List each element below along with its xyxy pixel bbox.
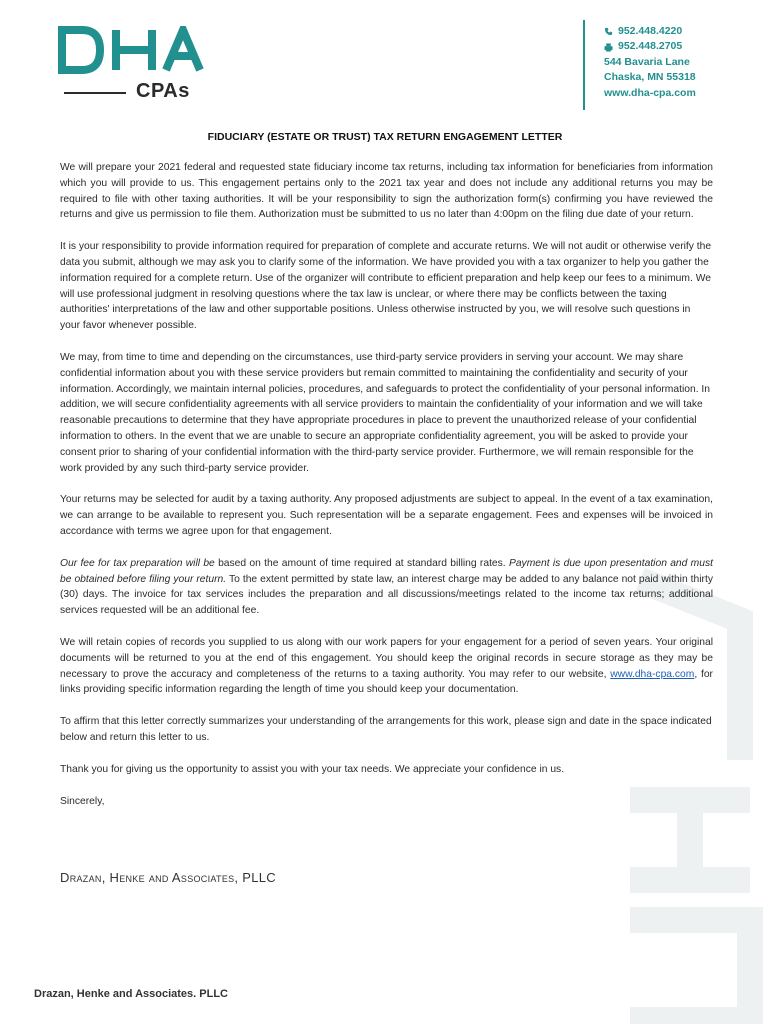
fax-number: 952.448.2705 [618,40,683,53]
website-body-link[interactable]: www.dha-cpa.com [610,668,695,680]
contact-fax [604,39,696,54]
fee-text-b: To the extent permitted by state law, an interest charge may be added to any balance not paid within thirty (30) days. The invoice for tax services includes the preparation and all discussions/meetings related to the income tax returns; additional services requested will be an additional fee. [60,573,713,617]
paragraph-responsibility: It is your responsibility to provide information required for preparation of complete and accurate returns. We will not audit or otherwise verify the data you submit, although we may ask you to clarify some of the information. We have provided you with a tax organizer to help you gather the information required for a complete return. Use of the organizer will contribute to efficient preparation and help keep our fees to a minimum. We will use professional judgment in resolving questions where the tax law is unclear, or where there may be conflicts between the taxing authorities' interpretations of the law and other supportable positions. Unless otherwise instructed by you, we will resolve such questions in your favor whenever possible. [60,241,712,332]
closing: Sincerely, [60,795,105,807]
footer-firm-name: Drazan, Henke and Associates. PLLC [34,988,228,1000]
dha-logo [56,26,216,106]
logo-subtitle: CPAs [136,80,190,102]
fax-icon [604,43,613,52]
address-line-2: Chaska, MN 55318 [604,71,696,84]
contact-phone [604,24,696,39]
letter-title: FIDUCIARY (ESTATE OR TRUST) TAX RETURN ENGAGEMENT LETTER [207,131,563,143]
dha-logo-mark [56,26,206,76]
records-text-b: , for links providing specific information regarding the length of time you should keep your documentation. [60,668,713,696]
fee-italic-lead: Our fee for tax preparation will be [60,557,215,569]
records-text-a: We will retain copies of records you supplied to us along with our work papers for your engagement for a period of seven years. Your original documents will be returned to you at the end of this engagement. You should keep the original records in secure storage as they may be necessary to prove the accuracy and completeness of the returns to a taxing authority. You may refer to our website, [60,636,713,680]
paragraph-scope: We will prepare your 2021 federal and requested state fiduciary income tax returns, including tax information for beneficiaries from information which you will provide to us. This engagement pertains only to the 2021 tax year and does not include any additional returns you may be required to file with other taxing authorities. It will be your responsibility to sign the authorization form(s) confirming you have reviewed the returns and give us permission to file them. Authorization must be submitted to us no later than 4:00pm on the filing due date of your return. [60,162,713,221]
address-line-1: 544 Bavaria Lane [604,55,690,68]
paragraph-fees [60,556,713,619]
paragraph-affirm: To affirm that this letter correctly summarizes your understanding of the arrangements for this work, please sign and date in the space indicated below and return this letter to us. [60,716,712,743]
contact-block [604,24,696,101]
paragraph-audit: Your returns may be selected for audit by a taxing authority. Any proposed adjustments are subject to appeal. In the event of a tax examination, we can arrange to be available to represent you. Such representation will be a separate engagement. Fees and expenses will be invoiced in accordance with terms we agree upon for that engagement. [60,494,713,537]
phone-number: 952.448.4220 [618,25,683,37]
website-link[interactable]: www.dha-cpa.com [604,86,696,99]
firm-signature: Drazan, Henke and Associates, PLLC [60,870,276,885]
logo-rule [64,92,126,94]
phone-icon [604,27,613,36]
paragraph-records [60,635,713,698]
payment-italic: Payment is due upon presentation and must be obtained before filing your return. [60,557,713,585]
letter-body [60,160,713,825]
paragraph-thanks: Thank you for giving us the opportunity to assist you with your tax needs. We appreciate your confidence in us. [60,763,565,775]
paragraph-third-party: We may, from time to time and depending on the circumstances, use third-party service providers in serving your account. We may share confidential information about you with these service providers but remain committed to maintaining the confidentiality and security of your information. Accordingly, we maintain internal policies, procedures, and safeguards to protect the confidentiality of your personal information. In addition, we will secure confidentiality agreements with all service providers to maintain the confidentiality of your information and we will take reasonable precautions to determine that they have appropriate procedures in place to prevent the unauthorized release of your confidential information to others. In the event that we are unable to secure an appropriate confidentiality agreement, you will be asked to provide your consent prior to sharing of your confidential information with the third-party service provider. Furthermore, we will remain responsible for the work provided by any such third-party service provider. [60,351,711,474]
fee-text-a: based on the amount of time required at standard billing rates. [214,557,509,569]
contact-divider [583,20,585,110]
